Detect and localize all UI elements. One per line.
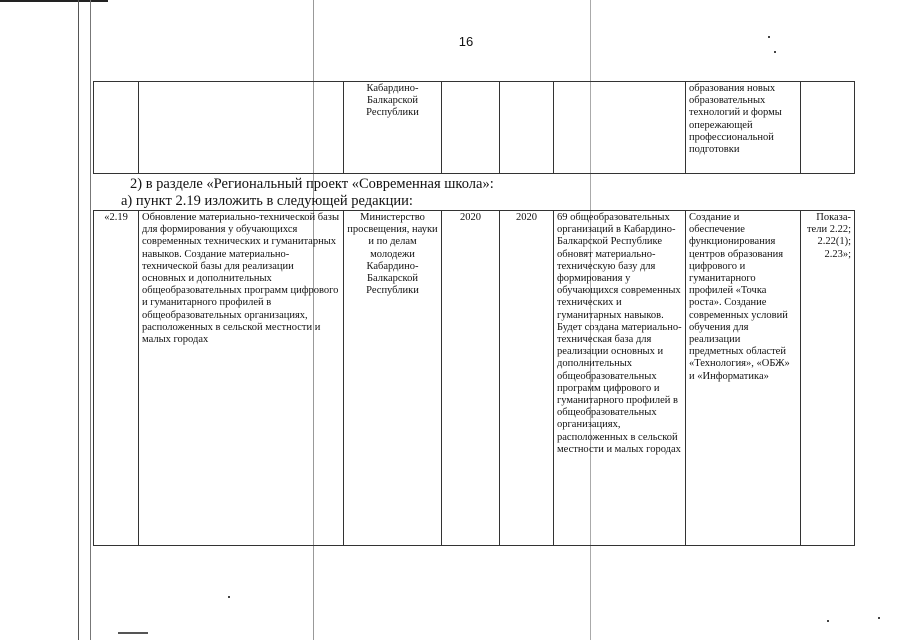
amendment-table <box>93 210 855 546</box>
scan-speck <box>774 51 776 53</box>
cell-description: образования новых образовательных технологий и формы опережающей профессиональной подготовки <box>686 82 801 174</box>
cell-indicators <box>801 82 855 174</box>
scan-speck <box>878 617 880 619</box>
cell-expected-result: 69 общеобразовательных организаций в Кабардино-Балкарской Республике обновят материально-техническую базу для формирования у обучающихся современных технических и гуманитарных навыков. Будет создана материально-техническая база для реализации основных и дополнительных общеобразовательных программ цифрового и гуманитарного профилей в общеобразовательных организациях, расположенных в сельской местности и малых городах <box>554 211 686 546</box>
cell-name: Обновление материально-технической базы для формирования у обучающихся современных технических и гуманитарных навыков. Создание материально-технической базы для реализации основных и дополнительных общеобразовательных программ цифрового и гуманитарного профилей в общеобразовательных организациях, расположенных в сельской местности и малых городах <box>139 211 344 546</box>
scan-speck <box>228 596 230 598</box>
cell-description: Создание и обеспечение функционирования центров образования цифрового и гуманитарного профилей «Точка роста». Создание современных условий обучения для реализации предметных областей «Технология», «ОБЖ» и «Информатика» <box>686 211 801 546</box>
scan-edge-line <box>0 0 108 2</box>
cell-name <box>139 82 344 174</box>
amendment-line-section: 2) в разделе «Региональный проект «Современная школа»: <box>130 176 494 192</box>
cell-end-year: 2020 <box>500 211 554 546</box>
cell-number <box>94 82 139 174</box>
cell-executor: Кабардино-Балкарской Республики <box>344 82 442 174</box>
scan-margin-line <box>78 0 79 640</box>
amendment-line-item: а) пункт 2.19 изложить в следующей редакции: <box>121 193 413 209</box>
cell-start-year <box>442 82 500 174</box>
cell-number: «2.19 <box>94 211 139 546</box>
page-number: 16 <box>458 34 474 49</box>
cell-executor: Министерство просвещения, науки и по делам молодежи Кабардино-Балкарской Республики <box>344 211 442 546</box>
cell-end-year <box>500 82 554 174</box>
cell-indicators: Показа-тели 2.22; 2.22(1); 2.23»; <box>801 211 855 546</box>
table-row <box>94 211 855 546</box>
cell-start-year: 2020 <box>442 211 500 546</box>
scan-speck <box>827 620 829 622</box>
cell-expected-result <box>554 82 686 174</box>
scan-bottom-mark <box>118 632 148 634</box>
scan-margin-line-2 <box>90 0 91 640</box>
table-row <box>94 82 855 174</box>
scan-speck <box>768 36 770 38</box>
continuation-table <box>93 81 855 174</box>
